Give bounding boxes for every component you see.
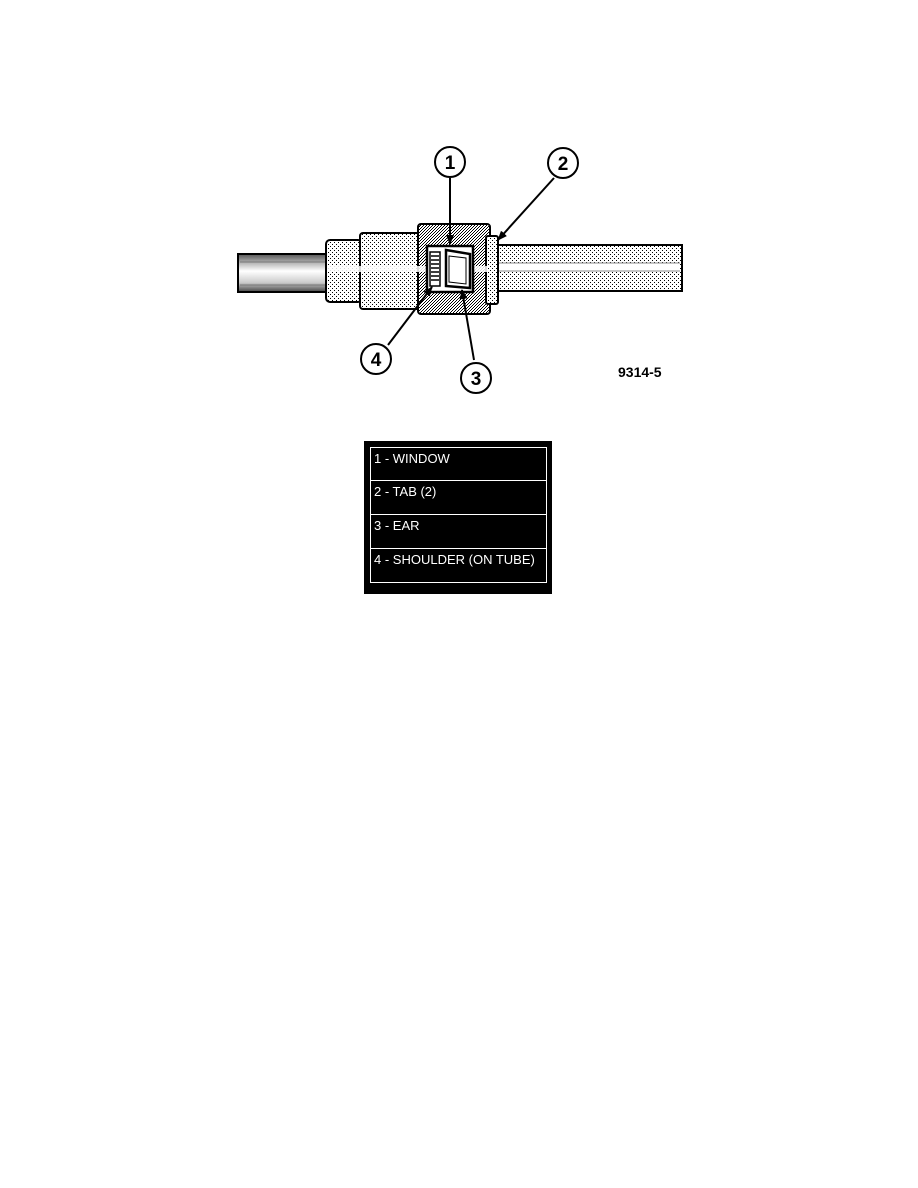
callout-3-label: 3 bbox=[470, 369, 482, 390]
callout-2-label: 2 bbox=[557, 154, 569, 175]
callout-3 bbox=[461, 363, 491, 393]
callout-4-label: 4 bbox=[370, 350, 382, 371]
callout-1-label: 1 bbox=[444, 153, 456, 174]
legend-item-window: 1 - WINDOW bbox=[370, 447, 547, 481]
legend-item-tab: 2 - TAB (2) bbox=[370, 481, 547, 515]
legend-item-ear: 3 - EAR bbox=[370, 515, 547, 549]
right-tube bbox=[494, 245, 682, 291]
callout-1 bbox=[435, 147, 465, 177]
left-tube bbox=[238, 254, 330, 292]
fitting-diagram bbox=[0, 0, 918, 420]
shoulder-ribs bbox=[430, 252, 440, 286]
legend-table bbox=[364, 441, 552, 594]
callout-2 bbox=[548, 148, 578, 178]
figure-id: 9314-5 bbox=[618, 364, 662, 380]
legend-item-shoulder: 4 - SHOULDER (ON TUBE) bbox=[370, 549, 547, 583]
callout-4 bbox=[361, 344, 391, 374]
window-detail bbox=[427, 246, 473, 292]
